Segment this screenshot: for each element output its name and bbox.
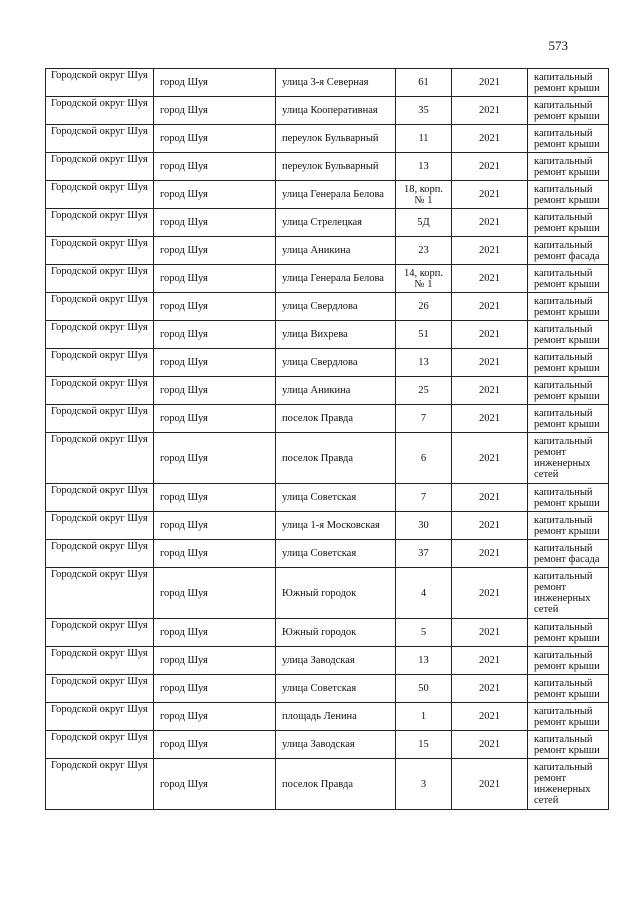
city-cell: город Шуя xyxy=(154,433,276,484)
street-cell: площадь Ленина xyxy=(276,703,396,731)
city-cell: город Шуя xyxy=(154,153,276,181)
house-number-cell: 7 xyxy=(396,484,452,512)
district-cell: Городской округ Шуя xyxy=(46,759,154,810)
city-cell: город Шуя xyxy=(154,540,276,568)
table-row xyxy=(46,125,609,153)
city-cell: город Шуя xyxy=(154,675,276,703)
year-cell: 2021 xyxy=(452,209,528,237)
city-cell: город Шуя xyxy=(154,237,276,265)
district-cell: Городской округ Шуя xyxy=(46,181,154,209)
district-cell: Городской округ Шуя xyxy=(46,349,154,377)
street-cell: улица Стрелецкая xyxy=(276,209,396,237)
street-cell: улица Советская xyxy=(276,484,396,512)
work-type-cell: капитальный ремонт крыши xyxy=(528,675,609,703)
table-row xyxy=(46,433,609,484)
work-type-cell: капитальный ремонт крыши xyxy=(528,377,609,405)
city-cell: город Шуя xyxy=(154,97,276,125)
street-cell: улица Генерала Белова xyxy=(276,265,396,293)
year-cell: 2021 xyxy=(452,153,528,181)
table-row xyxy=(46,321,609,349)
table-row xyxy=(46,568,609,619)
city-cell: город Шуя xyxy=(154,405,276,433)
city-cell: город Шуя xyxy=(154,647,276,675)
city-cell: город Шуя xyxy=(154,377,276,405)
city-cell: город Шуя xyxy=(154,484,276,512)
district-cell: Городской округ Шуя xyxy=(46,125,154,153)
work-type-cell: капитальный ремонт крыши xyxy=(528,703,609,731)
district-cell: Городской округ Шуя xyxy=(46,209,154,237)
district-cell: Городской округ Шуя xyxy=(46,153,154,181)
house-number-cell: 18, корп. № 1 xyxy=(396,181,452,209)
house-number-cell: 13 xyxy=(396,153,452,181)
district-cell: Городской округ Шуя xyxy=(46,237,154,265)
table-row xyxy=(46,97,609,125)
city-cell: город Шуя xyxy=(154,125,276,153)
work-type-cell: капитальный ремонт инженерных сетей xyxy=(528,759,609,810)
year-cell: 2021 xyxy=(452,377,528,405)
house-number-cell: 7 xyxy=(396,405,452,433)
year-cell: 2021 xyxy=(452,433,528,484)
street-cell: поселок Правда xyxy=(276,433,396,484)
street-cell: улица Свердлова xyxy=(276,293,396,321)
table-body xyxy=(46,69,609,810)
year-cell: 2021 xyxy=(452,405,528,433)
page-number: 573 xyxy=(548,38,568,53)
city-cell: город Шуя xyxy=(154,568,276,619)
district-cell: Городской округ Шуя xyxy=(46,675,154,703)
work-type-cell: капитальный ремонт крыши xyxy=(528,125,609,153)
district-cell: Городской округ Шуя xyxy=(46,321,154,349)
year-cell: 2021 xyxy=(452,759,528,810)
city-cell: город Шуя xyxy=(154,619,276,647)
table-row xyxy=(46,647,609,675)
house-number-cell: 5 xyxy=(396,619,452,647)
district-cell: Городской округ Шуя xyxy=(46,377,154,405)
house-number-cell: 1 xyxy=(396,703,452,731)
year-cell: 2021 xyxy=(452,540,528,568)
year-cell: 2021 xyxy=(452,97,528,125)
work-type-cell: капитальный ремонт крыши xyxy=(528,265,609,293)
city-cell: город Шуя xyxy=(154,759,276,810)
city-cell: город Шуя xyxy=(154,293,276,321)
street-cell: улица Заводская xyxy=(276,647,396,675)
table-row xyxy=(46,484,609,512)
table-row xyxy=(46,153,609,181)
district-cell: Городской округ Шуя xyxy=(46,69,154,97)
house-number-cell: 4 xyxy=(396,568,452,619)
work-type-cell: капитальный ремонт фасада xyxy=(528,237,609,265)
street-cell: улица Заводская xyxy=(276,731,396,759)
city-cell: город Шуя xyxy=(154,349,276,377)
district-cell: Городской округ Шуя xyxy=(46,512,154,540)
year-cell: 2021 xyxy=(452,647,528,675)
district-cell: Городской округ Шуя xyxy=(46,731,154,759)
street-cell: улица Свердлова xyxy=(276,349,396,377)
house-number-cell: 15 xyxy=(396,731,452,759)
work-type-cell: капитальный ремонт крыши xyxy=(528,484,609,512)
district-cell: Городской округ Шуя xyxy=(46,293,154,321)
year-cell: 2021 xyxy=(452,125,528,153)
table-row xyxy=(46,675,609,703)
house-number-cell: 13 xyxy=(396,647,452,675)
work-type-cell: капитальный ремонт крыши xyxy=(528,181,609,209)
district-cell: Городской округ Шуя xyxy=(46,619,154,647)
work-type-cell: капитальный ремонт крыши xyxy=(528,619,609,647)
city-cell: город Шуя xyxy=(154,265,276,293)
street-cell: переулок Бульварный xyxy=(276,125,396,153)
table-row xyxy=(46,293,609,321)
year-cell: 2021 xyxy=(452,237,528,265)
work-type-cell: капитальный ремонт крыши xyxy=(528,153,609,181)
house-number-cell: 25 xyxy=(396,377,452,405)
year-cell: 2021 xyxy=(452,731,528,759)
house-number-cell: 23 xyxy=(396,237,452,265)
house-number-cell: 37 xyxy=(396,540,452,568)
street-cell: переулок Бульварный xyxy=(276,153,396,181)
year-cell: 2021 xyxy=(452,349,528,377)
table-row xyxy=(46,209,609,237)
district-cell: Городской округ Шуя xyxy=(46,265,154,293)
year-cell: 2021 xyxy=(452,181,528,209)
district-cell: Городской округ Шуя xyxy=(46,405,154,433)
table-row xyxy=(46,181,609,209)
district-cell: Городской округ Шуя xyxy=(46,540,154,568)
year-cell: 2021 xyxy=(452,512,528,540)
city-cell: город Шуя xyxy=(154,703,276,731)
table-row xyxy=(46,265,609,293)
district-cell: Городской округ Шуя xyxy=(46,647,154,675)
year-cell: 2021 xyxy=(452,484,528,512)
work-type-cell: капитальный ремонт крыши xyxy=(528,321,609,349)
year-cell: 2021 xyxy=(452,568,528,619)
table-row xyxy=(46,703,609,731)
year-cell: 2021 xyxy=(452,619,528,647)
table-row xyxy=(46,405,609,433)
table-row xyxy=(46,619,609,647)
house-number-cell: 51 xyxy=(396,321,452,349)
city-cell: город Шуя xyxy=(154,209,276,237)
year-cell: 2021 xyxy=(452,675,528,703)
work-type-cell: капитальный ремонт инженерных сетей xyxy=(528,433,609,484)
year-cell: 2021 xyxy=(452,265,528,293)
table-row xyxy=(46,349,609,377)
district-cell: Городской округ Шуя xyxy=(46,703,154,731)
year-cell: 2021 xyxy=(452,293,528,321)
table-row xyxy=(46,512,609,540)
street-cell: улица Аникина xyxy=(276,237,396,265)
house-number-cell: 5Д xyxy=(396,209,452,237)
work-type-cell: капитальный ремонт инженерных сетей xyxy=(528,568,609,619)
district-cell: Городской округ Шуя xyxy=(46,484,154,512)
work-type-cell: капитальный ремонт крыши xyxy=(528,405,609,433)
year-cell: 2021 xyxy=(452,321,528,349)
street-cell: улица Аникина xyxy=(276,377,396,405)
district-cell: Городской округ Шуя xyxy=(46,97,154,125)
work-type-cell: капитальный ремонт крыши xyxy=(528,647,609,675)
house-number-cell: 3 xyxy=(396,759,452,810)
street-cell: поселок Правда xyxy=(276,759,396,810)
district-cell: Городской округ Шуя xyxy=(46,433,154,484)
house-number-cell: 30 xyxy=(396,512,452,540)
work-type-cell: капитальный ремонт фасада xyxy=(528,540,609,568)
table-row xyxy=(46,377,609,405)
repair-table xyxy=(45,68,609,810)
work-type-cell: капитальный ремонт крыши xyxy=(528,209,609,237)
street-cell: поселок Правда xyxy=(276,405,396,433)
work-type-cell: капитальный ремонт крыши xyxy=(528,731,609,759)
work-type-cell: капитальный ремонт крыши xyxy=(528,512,609,540)
street-cell: Южный городок xyxy=(276,568,396,619)
table-row xyxy=(46,731,609,759)
work-type-cell: капитальный ремонт крыши xyxy=(528,97,609,125)
house-number-cell: 35 xyxy=(396,97,452,125)
work-type-cell: капитальный ремонт крыши xyxy=(528,69,609,97)
house-number-cell: 13 xyxy=(396,349,452,377)
street-cell: улица 3-я Северная xyxy=(276,69,396,97)
city-cell: город Шуя xyxy=(154,731,276,759)
table-row xyxy=(46,759,609,810)
year-cell: 2021 xyxy=(452,69,528,97)
table-row xyxy=(46,69,609,97)
house-number-cell: 26 xyxy=(396,293,452,321)
street-cell: улица Генерала Белова xyxy=(276,181,396,209)
city-cell: город Шуя xyxy=(154,69,276,97)
work-type-cell: капитальный ремонт крыши xyxy=(528,349,609,377)
district-cell: Городской округ Шуя xyxy=(46,568,154,619)
house-number-cell: 14, корп. № 1 xyxy=(396,265,452,293)
work-type-cell: капитальный ремонт крыши xyxy=(528,293,609,321)
table-row xyxy=(46,237,609,265)
street-cell: улица Кооперативная xyxy=(276,97,396,125)
street-cell: улица Вихрева xyxy=(276,321,396,349)
house-number-cell: 6 xyxy=(396,433,452,484)
street-cell: улица Советская xyxy=(276,675,396,703)
year-cell: 2021 xyxy=(452,703,528,731)
table-row xyxy=(46,540,609,568)
house-number-cell: 11 xyxy=(396,125,452,153)
street-cell: Южный городок xyxy=(276,619,396,647)
house-number-cell: 50 xyxy=(396,675,452,703)
city-cell: город Шуя xyxy=(154,321,276,349)
city-cell: город Шуя xyxy=(154,181,276,209)
street-cell: улица 1-я Московская xyxy=(276,512,396,540)
city-cell: город Шуя xyxy=(154,512,276,540)
house-number-cell: 61 xyxy=(396,69,452,97)
street-cell: улица Советская xyxy=(276,540,396,568)
